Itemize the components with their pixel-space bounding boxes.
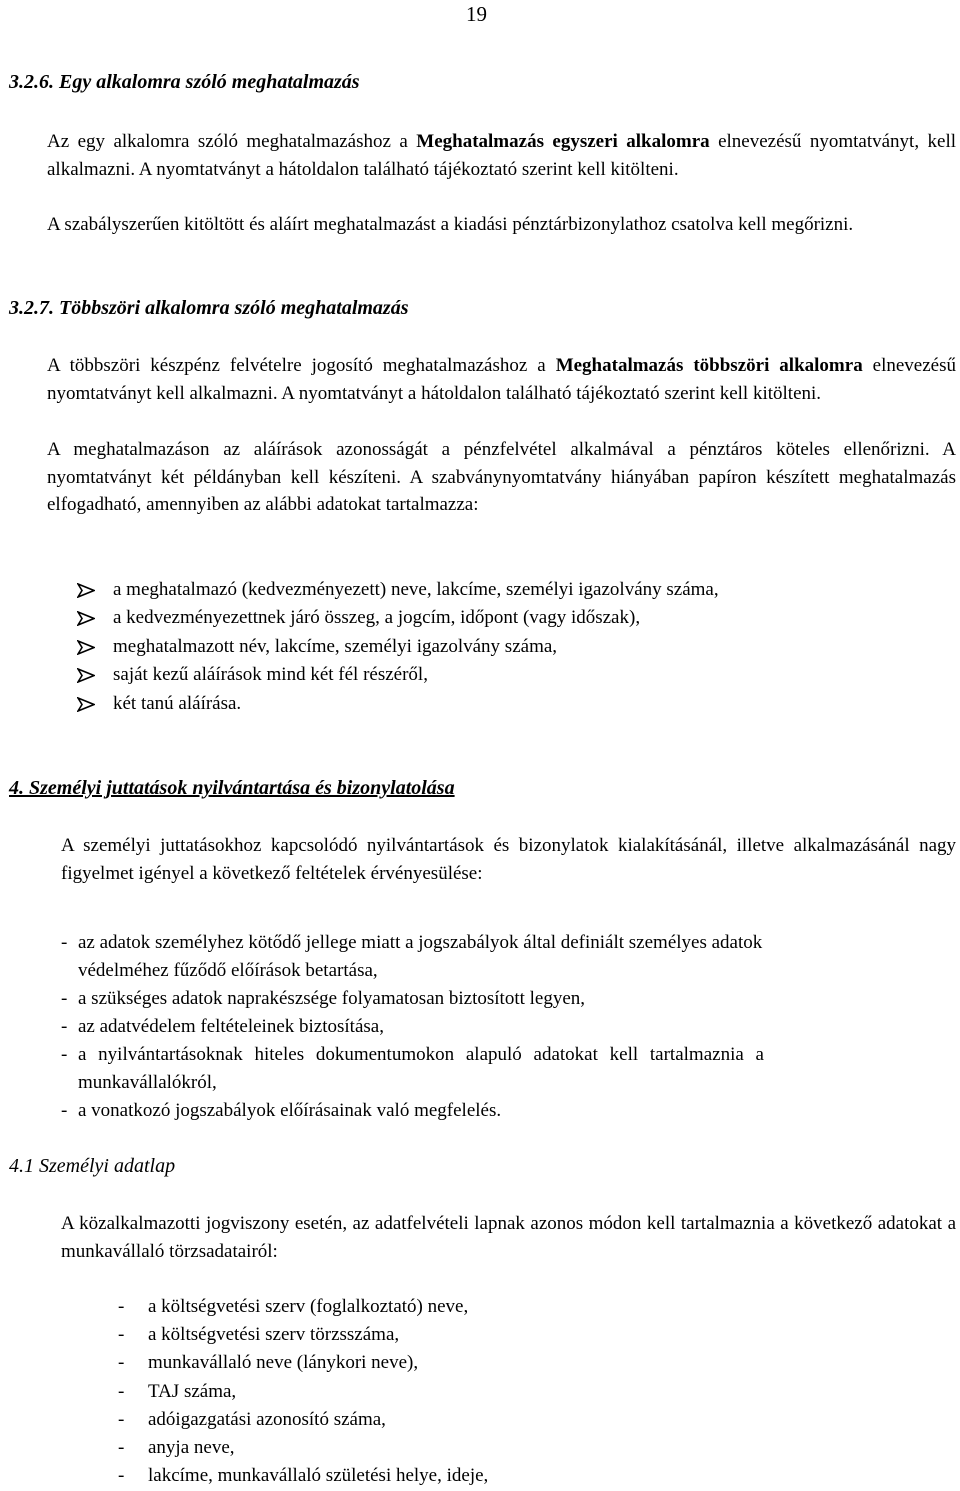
list-item: - az adatok személyhez kötődő jellege miatt a jogszabályok által definiált személyes adatok védelméhez fűződő előírások betartása, (61, 932, 763, 981)
list-item: - lakcíme, munkavállaló születési helye, ideje, (118, 1465, 489, 1487)
list-item: - a vonatkozó jogszabályok előírásainak való megfelelés. (61, 1100, 502, 1121)
section-3-2-7-paragraph-2: A meghatalmazáson az aláírások azonosságát a pénzfelvétel alkalmával a pénztáros köteles ellenőrizni. A nyomtatványt két példányban kell készíteni. A szabványnyomtatvány hiányában papíron készített meghatalmazás elfogadható, amennyiben az alábbi adatokat tartalmazza: (47, 439, 956, 515)
arrow-bullet-icon (77, 640, 95, 655)
list-item: - a költségvetési szerv (foglalkoztató) neve, (118, 1296, 469, 1317)
section-3-2-7-paragraph-1: A többszöri készpénz felvételre jogosító meghatalmazáshoz a Meghatalmazás többszöri alkalomra elnevezésű nyomtatványt kell alkalmazni. A nyomtatványt a hátoldalon található tájékoztató szerint kell kitölteni. (47, 355, 957, 404)
arrow-bullet-icon (77, 611, 95, 626)
list-item: a kedvezményezettnek járó összeg, a jogcím, időpont (vagy időszak), (47, 604, 956, 632)
section-3-2-6-paragraph-2: A szabályszerűen kitöltött és aláírt meghatalmazást a kiadási pénztárbizonylathoz csatolva kell megőrizni. (47, 214, 854, 235)
list-item: - az adatvédelem feltételeinek biztosítása, (61, 1016, 384, 1037)
section-4-paragraph: A személyi juttatásokhoz kapcsolódó nyilvántartások és bizonylatok kialakításánál, illetve alkalmazásánál nagy figyelmet igényel a következő feltételek érvényesülése: (61, 835, 956, 884)
arrow-bullet-icon (77, 583, 95, 598)
conditions-list (61, 929, 956, 1125)
section-3-2-6-heading: 3.2.6. Egy alkalomra szóló meghatalmazás (9, 71, 360, 93)
form-name-multiple: Meghatalmazás többszöri alkalomra (555, 355, 863, 376)
personal-data-list (118, 1293, 956, 1490)
arrow-bullet-icon (77, 668, 95, 683)
section-3-2-7-heading: 3.2.7. Többszöri alkalomra szóló meghatalmazás (9, 297, 409, 319)
list-item: meghatalmazott név, lakcíme, személyi igazolvány száma, (47, 633, 956, 661)
section-4-1-heading: 4.1 Személyi adatlap (9, 1155, 176, 1177)
list-item: - TAJ száma, (118, 1380, 237, 1402)
form-name-single: Meghatalmazás egyszeri alkalomra (416, 131, 710, 152)
list-item: - a költségvetési szerv törzsszáma, (118, 1324, 400, 1346)
section-4-heading: 4. Személyi juttatások nyilvántartása és bizonylatolása (9, 777, 455, 799)
page-number: 19 (466, 2, 487, 26)
list-item: két tanú aláírása. (47, 690, 956, 718)
list-item: a meghatalmazó (kedvezményezett) neve, lakcíme, személyi igazolvány száma, (47, 576, 956, 604)
list-item: - munkavállaló neve (lánykori neve), (118, 1352, 419, 1374)
list-item: - anyja neve, (118, 1437, 235, 1459)
list-item: - a nyilvántartásoknak hiteles dokumentumokon alapuló adatokat kell tartalmaznia a munkavállalókról, (61, 1044, 764, 1093)
section-3-2-6-paragraph-1: Az egy alkalomra szóló meghatalmazáshoz a Meghatalmazás egyszeri alkalomra elnevezésű nyomtatványt, kell alkalmazni. A nyomtatványt a hátoldalon található tájékoztató szerint kell kitölteni. (47, 131, 956, 180)
section-4-1-paragraph: A közalkalmazotti jogviszony esetén, az adatfelvételi lapnak azonos módon kell tartalmaznia a következő adatokat a munkavállaló törzsadatairól: (61, 1213, 956, 1262)
list-item: - adóigazgatási azonosító száma, (118, 1408, 386, 1430)
list-item: saját kezű aláírások mind két fél részéről, (47, 661, 956, 689)
arrow-bullet-icon (77, 697, 95, 712)
required-data-list (47, 576, 956, 718)
list-item: - a szükséges adatok naprakészsége folyamatosan biztosított legyen, (61, 988, 586, 1009)
